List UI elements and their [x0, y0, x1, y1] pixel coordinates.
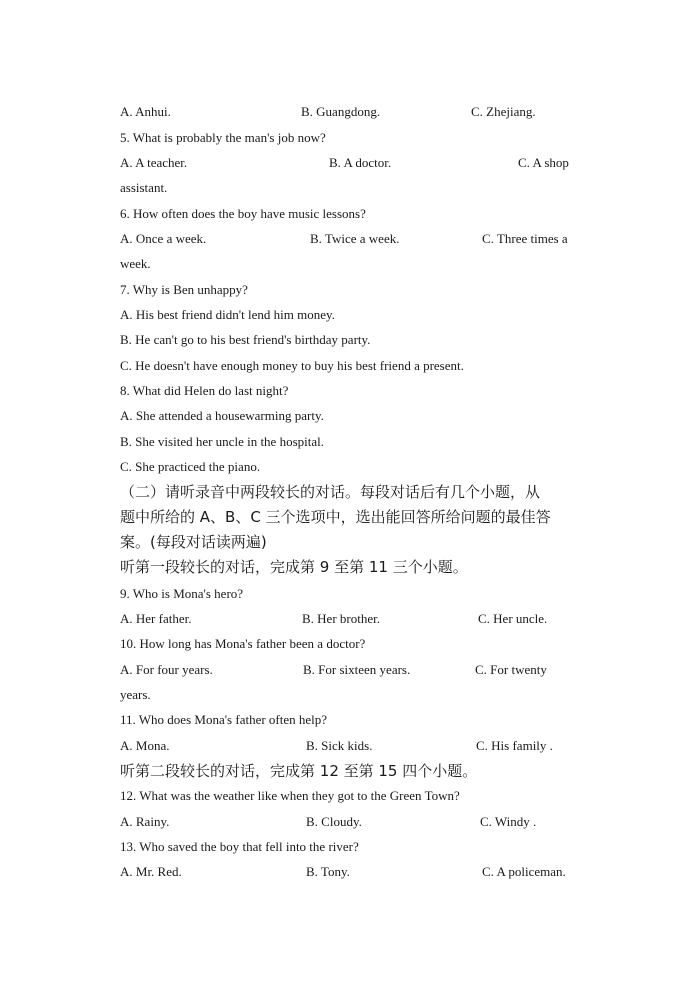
- option-a: A. Mona.: [120, 738, 170, 753]
- option-b: B. Sick kids.: [306, 738, 373, 753]
- q9-question: 9. Who is Mona's hero?: [120, 586, 244, 601]
- option-a: A. Rainy.: [120, 814, 170, 829]
- q12-options: [120, 814, 537, 830]
- option-a: A. Anhui.: [120, 104, 171, 119]
- option-a: A. Once a week.: [120, 231, 207, 246]
- option-a: A. Mr. Red.: [120, 864, 182, 879]
- dialog1-heading: 听第一段较长的对话，完成第 9 至第 11 三个小题。: [120, 558, 468, 576]
- option-a: A. A teacher.: [120, 155, 188, 170]
- option-c: C. Three times a: [482, 231, 568, 246]
- option-b: B. Twice a week.: [310, 231, 400, 246]
- q13-question: 13. Who saved the boy that fell into the river?: [120, 839, 359, 854]
- q7-option-b: B. He can't go to his best friend's birthday party.: [120, 332, 371, 347]
- q10-options: [120, 662, 547, 678]
- option-c: C. His family .: [476, 738, 553, 753]
- option-c: C. Zhejiang.: [471, 104, 536, 119]
- q6-question: 6. How often does the boy have music lessons?: [120, 206, 366, 221]
- option-b: B. Tony.: [306, 864, 350, 879]
- q4-options: [120, 104, 536, 120]
- section2-instruction-line1: （二）请听录音中两段较长的对话。每段对话后有几个小题，从: [120, 483, 541, 501]
- q5-question: 5. What is probably the man's job now?: [120, 130, 326, 145]
- q11-question: 11. Who does Mona's father often help?: [120, 712, 328, 727]
- dialog2-heading: 听第二段较长的对话，完成第 12 至第 15 四个小题。: [120, 762, 478, 780]
- q10-option-c-continued: years.: [120, 687, 151, 702]
- option-c: C. A policeman.: [482, 864, 566, 879]
- q5-option-c-continued: assistant.: [120, 180, 168, 195]
- q9-options: [120, 611, 548, 627]
- option-c: C. A shop: [518, 155, 569, 170]
- option-c: C. For twenty: [475, 662, 547, 677]
- q12-question: 12. What was the weather like when they got to the Green Town?: [120, 788, 460, 803]
- q8-option-a: A. She attended a housewarming party.: [120, 408, 324, 423]
- q6-options: [120, 231, 568, 247]
- q5-options: [120, 155, 569, 171]
- section2-instruction-line2: 题中所给的 A、B、C 三个选项中，选出能回答所给问题的最佳答: [120, 508, 551, 526]
- q7-question: 7. Why is Ben unhappy?: [120, 282, 248, 297]
- q10-question: 10. How long has Mona's father been a doctor?: [120, 636, 366, 651]
- option-c: C. Windy .: [480, 814, 537, 829]
- option-b: B. Her brother.: [302, 611, 380, 626]
- q8-option-c: C. She practiced the piano.: [120, 459, 261, 474]
- q11-options: [120, 738, 553, 754]
- option-a: A. For four years.: [120, 662, 213, 677]
- option-b: B. Guangdong.: [301, 104, 381, 119]
- q8-question: 8. What did Helen do last night?: [120, 383, 289, 398]
- q7-option-a: A. His best friend didn't lend him money.: [120, 307, 335, 322]
- option-b: B. A doctor.: [329, 155, 392, 170]
- q7-option-c: C. He doesn't have enough money to buy his best friend a present.: [120, 358, 464, 373]
- option-c: C. Her uncle.: [478, 611, 548, 626]
- q6-option-c-continued: week.: [120, 256, 151, 271]
- q8-option-b: B. She visited her uncle in the hospital.: [120, 434, 324, 449]
- option-b: B. For sixteen years.: [303, 662, 411, 677]
- section2-instruction-line3: 案。(每段对话读两遍): [120, 533, 267, 551]
- q13-options: [120, 864, 566, 880]
- option-b: B. Cloudy.: [306, 814, 362, 829]
- option-a: A. Her father.: [120, 611, 192, 626]
